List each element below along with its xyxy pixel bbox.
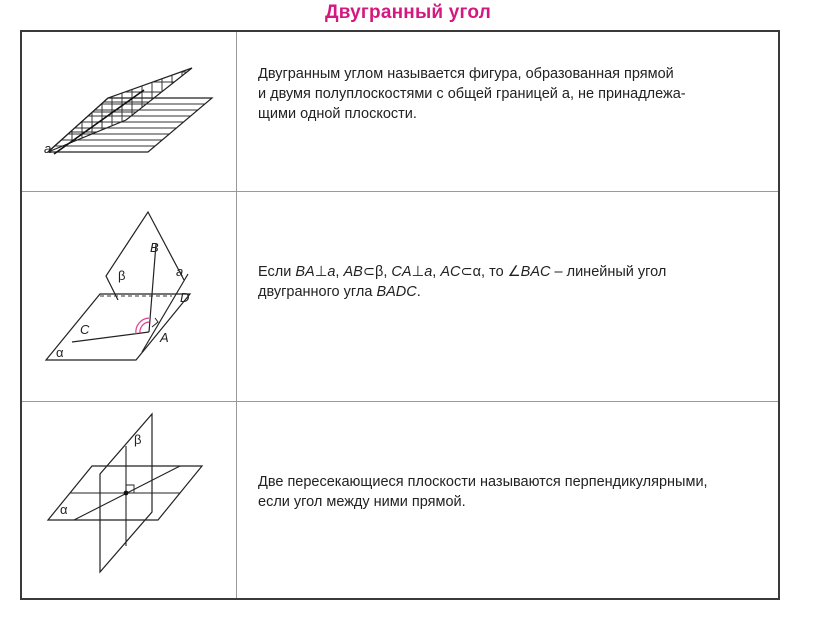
edge-label-a: a <box>44 141 52 156</box>
definition-line-1: Двугранным углом называется фигура, образованная прямой <box>258 66 674 82</box>
linear-angle-figure <box>22 192 236 401</box>
definition-table <box>20 30 780 600</box>
point-label-c: C <box>80 322 90 337</box>
point-label-a: A <box>160 330 169 345</box>
definition-line-2: и двумя полуплоскостями с общей границей a, не принадлежа- <box>258 86 686 102</box>
plane-label-beta: β <box>118 268 126 283</box>
table-row-linear-angle <box>22 192 778 402</box>
table-row-perpendicular-planes <box>22 402 778 598</box>
plane-label-alpha: α <box>60 502 68 517</box>
perpendicular-line-1: Две пересекающиеся плоскости называются перпендикулярными, <box>258 474 708 490</box>
table-row-dihedral-angle <box>22 32 778 192</box>
point-label-b: B <box>150 240 159 255</box>
linear-angle-line-1: Если BA⊥a, AB⊂β, CA⊥a, AC⊂α, то ∠BAC – линейный угол <box>258 264 667 280</box>
page-title: Двугранный угол <box>325 2 491 23</box>
point-label-d: D <box>180 290 190 305</box>
definition-line-3: щими одной плоскости. <box>258 106 417 122</box>
line-label-a: a <box>176 264 184 279</box>
linear-angle-text <box>258 262 768 302</box>
linear-angle-line-2: двугранного угла BADC. <box>258 284 421 300</box>
definition-text <box>258 64 768 124</box>
column-divider <box>236 32 237 191</box>
perpendicular-text <box>258 472 768 512</box>
dihedral-angle-figure <box>22 32 236 191</box>
plane-label-beta: β <box>134 432 142 447</box>
plane-label-alpha: α <box>56 345 64 360</box>
column-divider <box>236 192 237 401</box>
perpendicular-planes-figure <box>22 402 236 598</box>
perpendicular-line-2: если угол между ними прямой. <box>258 494 466 510</box>
column-divider <box>236 402 237 598</box>
